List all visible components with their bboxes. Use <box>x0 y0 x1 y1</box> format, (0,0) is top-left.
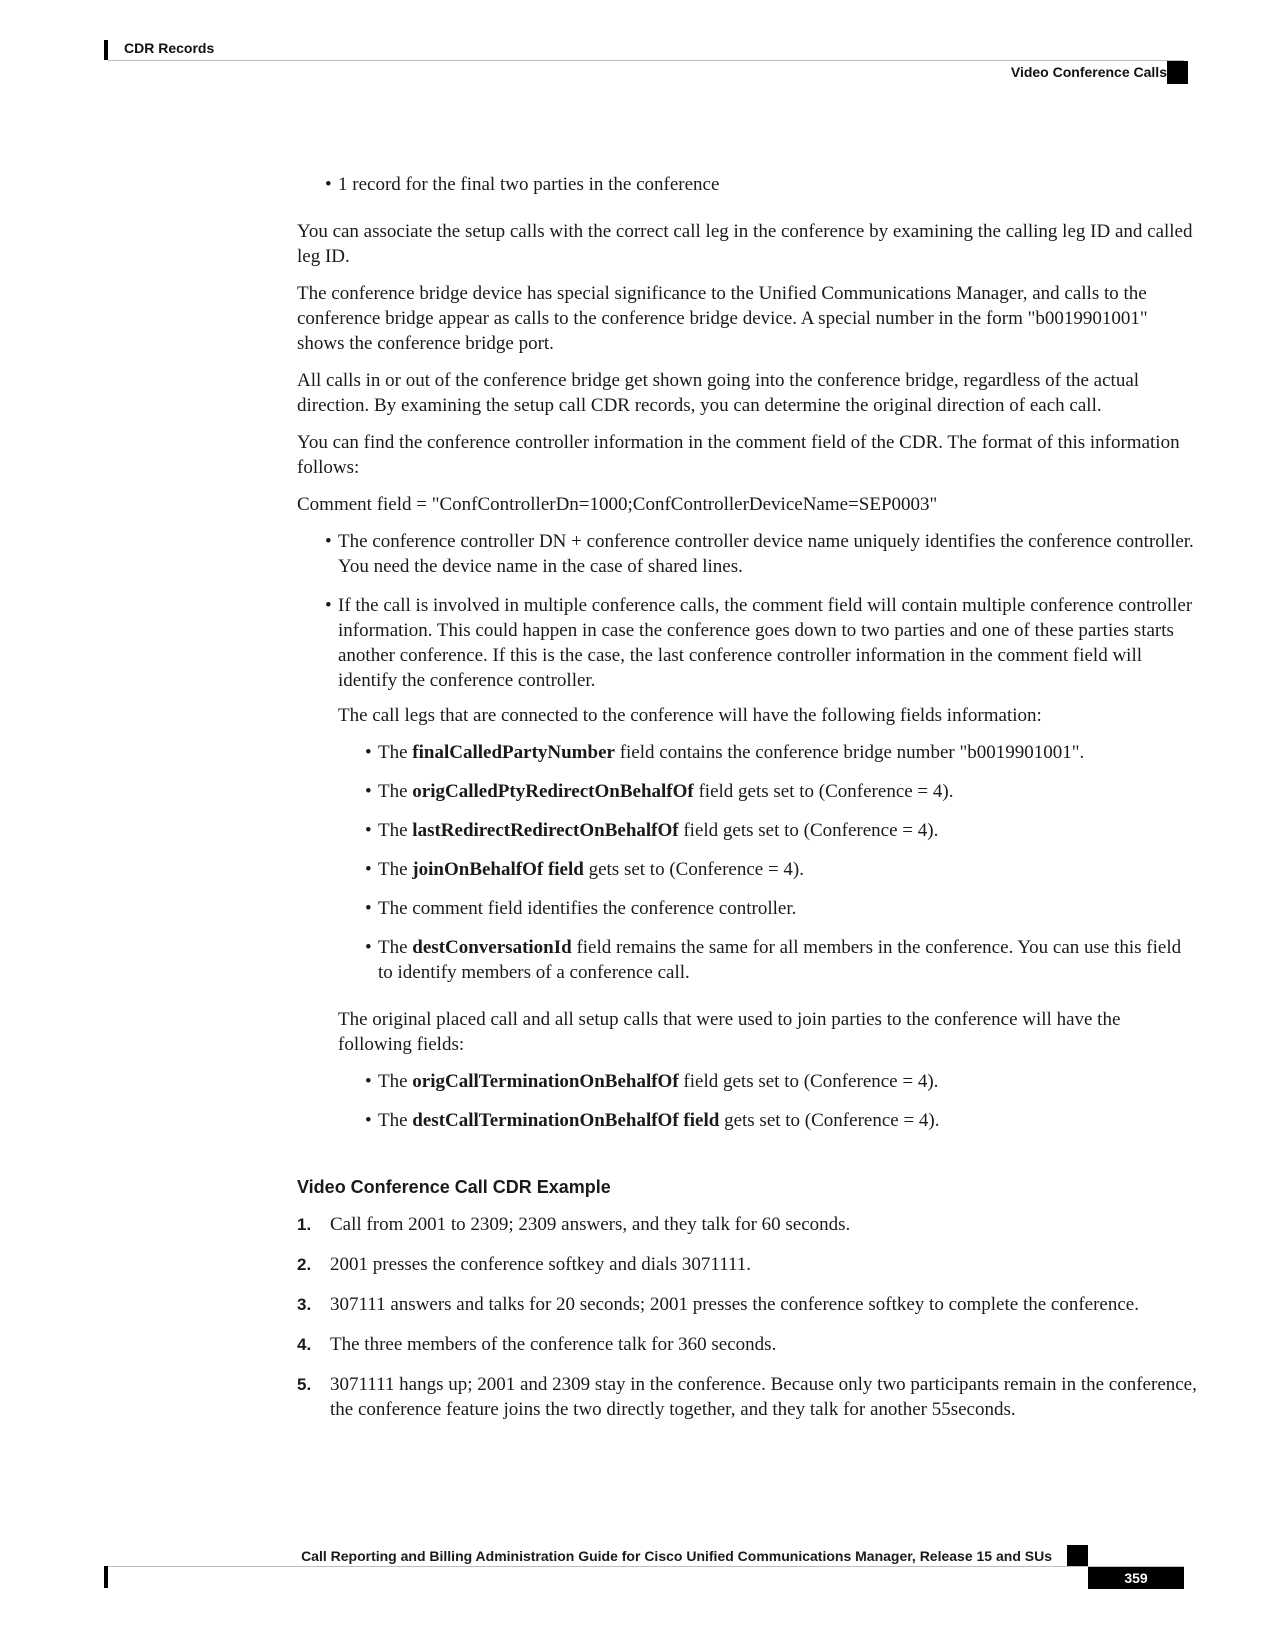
header-right-block <box>1167 61 1188 84</box>
paragraph: You can find the conference controller information in the comment field of the CDR. The format of this information follows: <box>297 432 1180 478</box>
list-item: • The finalCalledPartyNumber field contains the conference bridge number "b0019901001". <box>365 740 1197 765</box>
footer-rule <box>108 1566 1184 1567</box>
paragraph: The original placed call and all setup calls that were used to join parties to the conference will have the following fields: <box>338 1009 1121 1055</box>
list-item: 3. 307111 answers and talks for 20 seconds; 2001 presses the conference softkey to complete the conference. <box>297 1294 1139 1315</box>
list-item: • The conference controller DN + conference controller device name uniquely identifies the conference controller. You need the device name in the case of shared lines. <box>325 529 1197 579</box>
footer-block <box>1067 1545 1088 1567</box>
list-item: 2. 2001 presses the conference softkey and dials 3071111. <box>297 1254 752 1275</box>
list-item: • The destConversationId field remains the same for all members in the conference. You can use this field to identify members of a conference call. <box>365 935 1197 985</box>
header-chapter-title: CDR Records <box>124 40 215 56</box>
paragraph: The call legs that are connected to the conference will have the following fields information: <box>338 705 1042 726</box>
list-item: 5. 3071111 hangs up; 2001 and 2309 stay in the conference. Because only two participants remain in the conference, the conference feature joins the two directly together, and they talk for another 55seconds. <box>297 1374 1197 1420</box>
list-item: • The destCallTerminationOnBehalfOf field gets set to (Conference = 4). <box>365 1108 1197 1133</box>
steps-list <box>297 1212 1197 1422</box>
section-heading: Video Conference Call CDR Example <box>297 1177 611 1197</box>
list-item: • The comment field identifies the conference controller. <box>365 896 1197 921</box>
list-item: • The lastRedirectRedirectOnBehalfOf field gets set to (Conference = 4). <box>365 818 1197 843</box>
paragraph: All calls in or out of the conference bridge get shown going into the conference bridge, regardless of the actual direction. By examining the setup call CDR records, you can determine the original direction of each call. <box>297 370 1140 416</box>
list-item: • The origCalledPtyRedirectOnBehalfOf field gets set to (Conference = 4). <box>365 779 1197 804</box>
footer-book-title: Call Reporting and Billing Administration Guide for Cisco Unified Communications Manager, Release 15 and SUs <box>301 1548 1052 1564</box>
paragraph: You can associate the setup calls with the correct call leg in the conference by examining the calling leg ID and called leg ID. <box>297 221 1193 267</box>
paragraph: Comment field = "ConfControllerDn=1000;ConfControllerDeviceName=SEP0003" <box>297 494 938 515</box>
footer-left-bar <box>104 1566 108 1588</box>
page-number: 359 <box>1088 1567 1184 1589</box>
list-item: 4. The three members of the conference talk for 360 seconds. <box>297 1334 777 1355</box>
header-section-title: Video Conference Calls <box>1010 64 1167 80</box>
list-item: • The origCallTerminationOnBehalfOf field gets set to (Conference = 4). <box>365 1069 1197 1094</box>
page-content <box>297 172 1197 1437</box>
header-rule <box>108 60 1184 61</box>
list-item: 1. Call from 2001 to 2309; 2309 answers, and they talk for 60 seconds. <box>297 1214 851 1235</box>
list-item: • The joinOnBehalfOf field gets set to (Conference = 4). <box>365 857 1197 882</box>
list-item: • 1 record for the final two parties in the conference <box>325 172 1197 197</box>
header-left-bar <box>104 40 108 60</box>
paragraph: The conference bridge device has special significance to the Unified Communications Manager, and calls to the conference bridge appear as calls to the conference bridge device. A special number in the form "b0019901001" shows the conference bridge port. <box>297 283 1148 354</box>
list-item: • If the call is involved in multiple conference calls, the comment field will contain multiple conference controller information. This could happen in case the conference goes down to two parties and one of these parties starts another conference. If this is the case, the last conference controller information in the comment field will identify the conference controller. <box>325 593 1197 693</box>
